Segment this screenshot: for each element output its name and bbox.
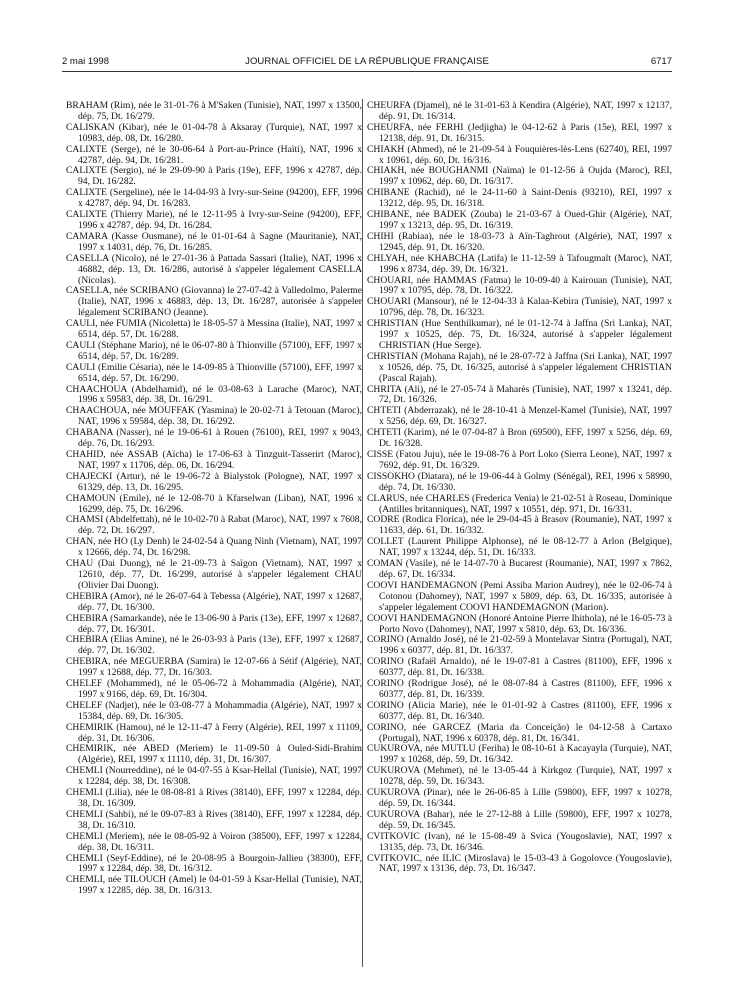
naturalization-entry: CALIXTE (Sergio), né le 29-09-90 à Paris (19e), EFF, 1996 x 42787, dép. 94, Dt. 16/282. xyxy=(66,165,362,188)
naturalization-entry: CUKUROVA, née MUTLU (Feriha) le 08-10-61 à Kacayayla (Turquie), NAT, 1997 x 10268, dép. 59, Dt. 16/342. xyxy=(367,743,672,766)
naturalization-entry: CORINO (Rafaël Arnaldo), né le 19-07-81 à Castres (81100), EFF, 1996 x 60377, dép. 81, Dt. 16/338. xyxy=(367,656,672,679)
naturalization-entry: CHIAKH (Ahmed), né le 21-09-54 à Fouquières-lès-Lens (62740), REI, 1997 x 10961, dép. 60, Dt. 16/316. xyxy=(367,143,672,166)
naturalization-entry: CHOUARI (Mansour), né le 12-04-33 à Kalaa-Kebira (Tunisie), NAT, 1997 x 10796, dép. 78, Dt. 16/323. xyxy=(367,296,672,319)
naturalization-entry: CLARUS, née CHARLES (Frederica Venia) le 21-02-51 à Roseau, Dominique (Antilles britanniques), NAT, 1997 x 10551, dép. 971, Dt. 16/331. xyxy=(367,492,672,515)
naturalization-entry: CASELLA, née SCRIBANO (Giovanna) le 27-07-42 à Valledolmo, Palerme (Italie), NAT, 1996 x 46883, dép. 13, Dt. 16/287, autorisée à s'appeler légalement SCRIBANO (Jeanne). xyxy=(66,285,362,319)
naturalization-entry: CALISKAN (Kibar), née le 01-04-78 à Aksaray (Turquie), NAT, 1997 x 10983, dép. 08, Dt. 16/280. xyxy=(66,121,362,144)
naturalization-entry: CHIAKH, née BOUGHANMI (Naïma) le 01-12-56 à Oujda (Maroc), REI, 1997 x 10962, dép. 60, Dt. 16/317. xyxy=(367,165,672,188)
naturalization-entry: CAULI (Stéphane Mario), né le 06-07-80 à Thionville (57100), EFF, 1997 x 6514, dép. 57, Dt. 16/289. xyxy=(66,339,362,362)
naturalization-entry: CORINO (Arnaldo José), né le 21-02-59 à Montelavar Sintra (Portugal), NAT, 1996 x 60377, dép. 81, Dt. 16/337. xyxy=(367,634,672,657)
naturalization-entry: CHAU (Dai Duong), né le 21-09-73 à Saïgon (Vietnam), NAT, 1997 x 12610, dép. 77, Dt. 16/299, autorisé à s'appeler légalement CHAU (Olivier Dai Duong). xyxy=(66,558,362,591)
naturalization-entry: CHIHI (Rabiaa), née le 18-03-73 à Aïn-Taghrout (Algérie), NAT, 1997 x 12945, dép. 91, Dt. 16/320. xyxy=(367,230,672,253)
naturalization-entry: CORINO, née GARCEZ (Maria da Conceição) le 04-12-58 à Cartaxo (Portugal), NAT, 1996 x 60378, dép. 81, Dt. 16/341. xyxy=(367,721,672,744)
naturalization-entry: CORINO (Alicia Marie), née le 01-01-92 à Castres (81100), EFF, 1996 x 60377, dép. 81, Dt. 16/340. xyxy=(367,699,672,722)
naturalization-entry: CHEURFA, née FERHI (Jedjigha) le 04-12-62 à Paris (15e), REI, 1997 x 12138, dép. 91, Dt. 16/315. xyxy=(367,121,672,144)
naturalization-entry: CALIXTE (Sergeline), née le 14-04-93 à Ivry-sur-Seine (94200), EFF, 1996 x 42787, dép. 94, Dt. 16/283. xyxy=(66,187,362,210)
naturalization-entry: CUKUROVA (Pinar), née le 26-06-85 à Lille (59800), EFF, 1997 x 10278, dép. 59, Dt. 16/344. xyxy=(367,787,672,809)
naturalization-entry: CHAACHOUA (Abdelhamid), né le 03-08-63 à Larache (Maroc), NAT, 1996 x 59583, dép. 38, Dt. 16/291. xyxy=(66,383,362,406)
naturalization-entry: BRAHAM (Rim), née le 31-01-76 à M'Saken (Tunisie), NAT, 1997 x 13500, dép. 75, Dt. 16/279. xyxy=(66,100,362,122)
naturalization-entry: CHELEF (Nadjet), née le 03-08-77 à Mohammadia (Algérie), NAT, 1997 x 15384, dép. 69, Dt. 16/305. xyxy=(66,699,362,722)
naturalization-entry: CHEURFA (Djamel), né le 31-01-63 à Kendira (Algérie), NAT, 1997 x 12137, dép. 91, Dt. 16/314. xyxy=(367,100,672,122)
naturalization-entry: CAULI, née FUMIA (Nicoletta) le 18-05-57 à Messina (Italie), NAT, 1997 x 6514, dép. 57, Dt. 16/288. xyxy=(66,318,362,341)
naturalization-entry: CHEBIRA (Samarkande), née le 13-06-90 à Paris (13e), EFF, 1997 x 12687, dép. 77, Dt. 16/301. xyxy=(66,612,362,635)
column-divider xyxy=(362,99,363,967)
naturalization-entry: CASELLA (Nicolo), né le 27-01-36 à Pattada Sassari (Italie), NAT, 1996 x 46882, dép. 13, Dt. 16/286, autorisé à s'appeler légalement CASELLA (Nicolas). xyxy=(66,252,362,286)
naturalization-entry: CHEMLI (Meriem), née le 08-05-92 à Voiron (38500), EFF, 1997 x 12284, dép. 38, Dt. 16/311. xyxy=(66,830,362,853)
naturalization-entry: CHABANA (Nasser), né le 19-06-61 à Rouen (76100), REI, 1997 x 9043, dép. 76, Dt. 16/293. xyxy=(66,427,362,450)
naturalization-entry: CHEMIRIK (Hamou), né le 12-11-47 à Ferry (Algérie), REI, 1997 x 11109, dép. 31, Dt. 16/306. xyxy=(66,721,362,744)
naturalization-entry: CHELEF (Mohammed), né le 05-06-72 à Mohammadia (Algérie), NAT, 1997 x 9166, dép. 69, Dt. 16/304. xyxy=(66,678,362,700)
naturalization-entry: CHOUARI, née HAMMAS (Fatma) le 10-09-40 à Kairouan (Tunisie), NAT, 1997 x 10795, dép. 78, Dt. 16/322. xyxy=(367,274,672,297)
page-number: 6717 xyxy=(650,56,672,67)
naturalization-entry: CHEMLI, née TILOUCH (Amel) le 04-01-59 à Ksar-Hellal (Tunisie), NAT, 1997 x 12285, dép. 38, Dt. 16/313. xyxy=(66,874,362,897)
naturalization-entry: CHRISTIAN (Mohana Rajah), né le 28-07-72 à Jaffna (Sri Lanka), NAT, 1997 x 10526, dép. 75, Dt. 16/325, autorisé à s'appeler légalement CHRISTIAN (Pascal Rajah). xyxy=(367,350,672,384)
naturalization-entry: CHTETI (Abderrazak), né le 28-10-41 à Menzel-Kamel (Tunisie), NAT, 1997 x 5256, dép. 69, Dt. 16/327. xyxy=(367,405,672,428)
naturalization-entry: CHIBANE, née BADEK (Zouba) le 21-03-67 à Oued-Ghir (Algérie), NAT, 1997 x 13213, dép. 95, Dt. 16/319. xyxy=(367,209,672,231)
naturalization-entry: CHEMLI (Lilia), née le 08-08-81 à Rives (38140), EFF, 1997 x 12284, dép. 38, Dt. 16/309. xyxy=(66,787,362,809)
naturalization-entry: CHEBIRA (Elias Amine), né le 26-03-93 à Paris (13e), EFF, 1997 x 12687, dép. 77, Dt. 16/302. xyxy=(66,634,362,657)
naturalization-entry: CVITKOVIC (Ivan), né le 15-08-49 à Svica (Yougoslavie), NAT, 1997 x 13135, dép. 73, Dt. 16/346. xyxy=(367,830,672,853)
naturalization-entry: CAMARA (Kasse Ousmane), né le 01-01-64 à Sagne (Mauritanie), NAT, 1997 x 14031, dép. 76, Dt. 16/285. xyxy=(66,230,362,253)
naturalization-entry: CHAHID, née ASSAB (Aïcha) le 17-06-63 à Tinzguit-Tasserirt (Maroc), NAT, 1997 x 11706, dép. 06, Dt. 16/294. xyxy=(66,449,362,471)
naturalization-entry: CHAJECKI (Artur), né le 19-06-72 à Bialystok (Pologne), NAT, 1997 x 61329, dép. 13, Dt. 16/295. xyxy=(66,470,362,493)
naturalization-entry: CUKUROVA (Mehmet), né le 13-05-44 à Kirkgoz (Turquie), NAT, 1997 x 10278, dép. 59, Dt. 16/343. xyxy=(367,765,672,788)
naturalization-entry: CHEMLI (Seyf-Eddine), né le 20-08-95 à Bourgoin-Jallieu (38300), EFF, 1997 x 12284, dép. 38, Dt. 16/312. xyxy=(66,852,362,875)
right-column xyxy=(367,101,672,875)
naturalization-entry: COOVI HANDEMAGNON (Pemi Assiba Marion Audrey), née le 02-06-74 à Cotonou (Dahomey), NAT, 1997 x 5809, dép. 63, Dt. 16/335, autorisée à s'appeler légalement COOVI HANDEMAGNON (Marion). xyxy=(367,579,672,613)
naturalization-entry: CHEMIRIK, née ABED (Meriem) le 11-09-50 à Ouled-Sidi-Brahim (Algérie), REI, 1997 x 11110, dép. 31, Dt. 16/307. xyxy=(66,743,362,766)
naturalization-entry: CHIBANE (Rachid), né le 24-11-60 à Saint-Denis (93210), REI, 1997 x 13212, dép. 95, Dt. 16/318. xyxy=(367,187,672,210)
naturalization-entry: CUKUROVA (Bahar), née le 27-12-88 à Lille (59800), EFF, 1997 x 10278, dép. 59, Dt. 16/345. xyxy=(367,808,672,831)
naturalization-entry: CHEBIRA (Amor), né le 26-07-64 à Tebessa (Algérie), NAT, 1997 x 12687, dép. 77, Dt. 16/300. xyxy=(66,590,362,613)
left-column xyxy=(66,101,362,897)
naturalization-entry: CHEMLI (Nourreddine), né le 04-07-55 à Ksar-Hellal (Tunisie), NAT, 1997 x 12284, dép. 38, Dt. 16/308. xyxy=(66,765,362,788)
naturalization-entry: CISSE (Fatou Juju), née le 19-08-76 à Port Loko (Sierra Leone), NAT, 1997 x 7692, dép. 91, Dt. 16/329. xyxy=(367,449,672,471)
naturalization-entry: CHLYAH, née KHABCHA (Latifa) le 11-12-59 à Tafougmalt (Maroc), NAT, 1996 x 8734, dép. 39, Dt. 16/321. xyxy=(367,252,672,275)
naturalization-entry: CALIXTE (Serge), né le 30-06-64 à Port-au-Prince (Haïti), NAT, 1996 x 42787, dép. 94, Dt. 16/281. xyxy=(66,143,362,166)
naturalization-entry: CHRITA (Ali), né le 27-05-74 à Maharès (Tunisie), NAT, 1997 x 13241, dép. 72, Dt. 16/326. xyxy=(367,383,672,406)
naturalization-entry: COLLET (Laurent Philippe Alphonse), né le 08-12-77 à Arlon (Belgique), NAT, 1997 x 13244, dép. 51, Dt. 16/333. xyxy=(367,536,672,559)
naturalization-entry: CAULI (Emilie Césaria), née le 14-09-85 à Thionville (57100), EFF, 1997 x 6514, dép. 57, Dt. 16/290. xyxy=(66,361,362,384)
journal-title: JOURNAL OFFICIEL DE LA RÉPUBLIQUE FRANÇAISE xyxy=(245,56,489,67)
naturalization-entry: CHAACHOUA, née MOUFFAK (Yasmina) le 20-02-71 à Tetouan (Maroc), NAT, 1996 x 59584, dép. 38, Dt. 16/292. xyxy=(66,405,362,428)
naturalization-entry: CVITKOVIC, née ILIC (Miroslava) le 15-03-43 à Gogolovce (Yougoslavie), NAT, 1997 x 13136, dép. 73, Dt. 16/347. xyxy=(367,852,672,875)
naturalization-entry: COOVI HANDEMAGNON (Honoré Antoine Pierre Ihithola), né le 16-05-73 à Porto Novo (Dahomey), NAT, 1997 x 5810, dép. 63, Dt. 16/336. xyxy=(367,612,672,635)
naturalization-entry: COMAN (Vasile), né le 14-07-70 à Bucarest (Roumanie), NAT, 1997 x 7862, dép. 67, Dt. 16/334. xyxy=(367,558,672,580)
naturalization-entry: CHEMLI (Sahbi), né le 09-07-83 à Rives (38140), EFF, 1997 x 12284, dép. 38, Dt. 16/310. xyxy=(66,808,362,831)
naturalization-entry: CHAN, née HO (Ly Denh) le 24-02-54 à Quang Ninh (Vietnam), NAT, 1997 x 12666, dép. 74, Dt. 16/298. xyxy=(66,536,362,559)
header-rule xyxy=(62,71,672,72)
naturalization-entry: CHEBIRA, née MEGUERBA (Samira) le 12-07-66 à Sétif (Algérie), NAT, 1997 x 12688, dép. 77, Dt. 16/303. xyxy=(66,656,362,679)
naturalization-entry: CHAMOUN (Emile), né le 12-08-70 à Kfarselwan (Liban), NAT, 1996 x 16299, dép. 75, Dt. 16/296. xyxy=(66,492,362,515)
naturalization-entry: CHRISTIAN (Hue Senthilkumar), né le 01-12-74 à Jaffna (Sri Lanka), NAT, 1997 x 10525, dép. 75, Dt. 16/324, autorisé à s'appeler légalement CHRISTIAN (Hue Serge). xyxy=(367,318,672,351)
naturalization-entry: CHTETI (Karim), né le 07-04-87 à Bron (69500), EFF, 1997 x 5256, dép. 69, Dt. 16/328. xyxy=(367,427,672,450)
naturalization-entry: CALIXTE (Thierry Marie), né le 12-11-95 à Ivry-sur-Seine (94200), EFF, 1996 x 42787, dép. 94, Dt. 16/284. xyxy=(66,209,362,231)
naturalization-entry: CODRE (Rodica Florica), née le 29-04-45 à Brasov (Roumanie), NAT, 1997 x 11633, dép. 61, Dt. 16/332. xyxy=(367,514,672,537)
naturalization-entry: CHAMSI (Abdelfettah), né le 10-02-70 à Rabat (Maroc), NAT, 1997 x 7608, dép. 72, Dt. 16/297. xyxy=(66,514,362,537)
naturalization-entry: CISSOKHO (Diatara), né le 19-06-44 à Golmy (Sénégal), REI, 1996 x 58990, dép. 74, Dt. 16/330. xyxy=(367,470,672,493)
header-date: 2 mai 1998 xyxy=(62,56,110,67)
naturalization-entry: CORINO (Rodrigue José), né le 08-07-84 à Castres (81100), EFF, 1996 x 60377, dép. 81, Dt. 16/339. xyxy=(367,678,672,700)
page-header xyxy=(62,56,672,70)
